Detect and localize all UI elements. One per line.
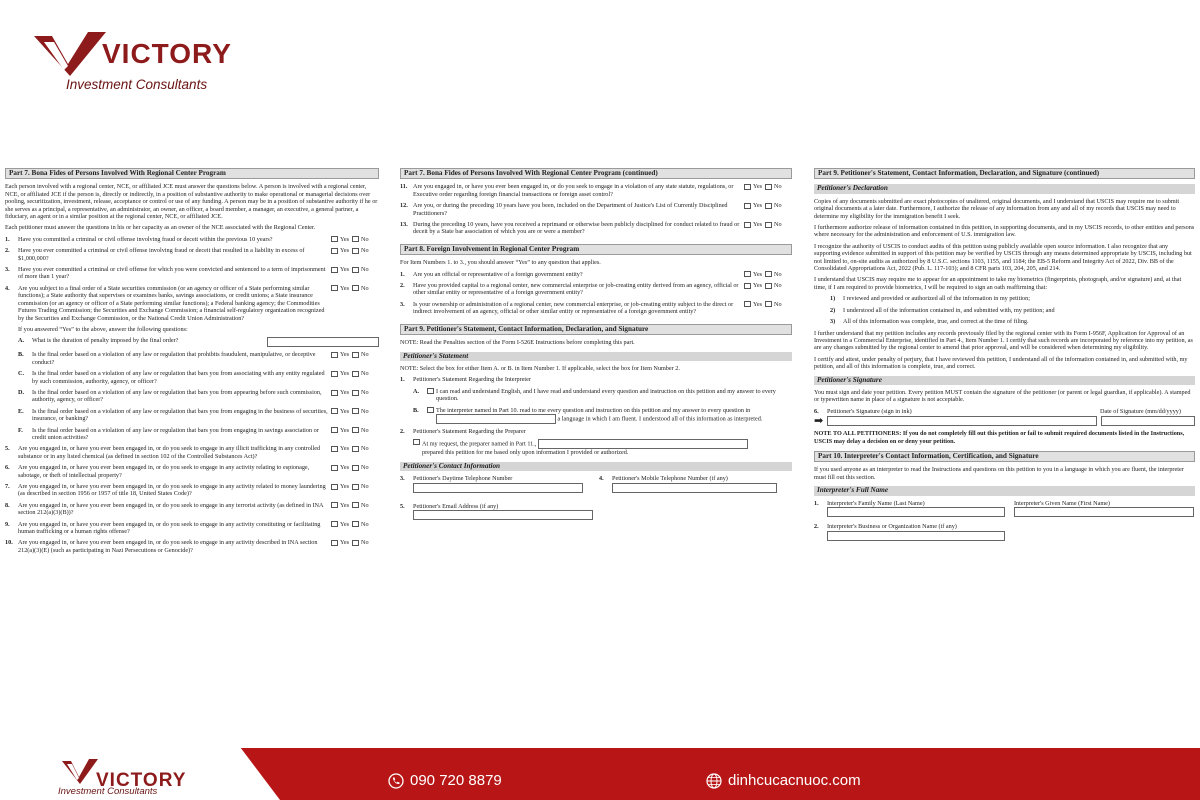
footer-website[interactable]: [706, 772, 861, 789]
preparer-name-input[interactable]: [538, 439, 748, 449]
yes-checkbox[interactable]: [744, 203, 751, 209]
yes-checkbox[interactable]: [331, 465, 338, 471]
part9-note: NOTE: Read the Penalties section of the Form I-526E Instructions before completing this part.: [400, 339, 635, 347]
phone-number: 090 720 8879: [410, 772, 502, 789]
preparer-statement: At my request, the preparer named in Part 11., prepared this petition for me based only upon information I provided or authorized.: [413, 439, 792, 456]
mobile-phone-field: 4. Petitioner's Mobile Telephone Number (if any): [599, 475, 792, 495]
no-checkbox[interactable]: [352, 352, 359, 358]
part8-question-3: 3. Is your ownership or administration of a regional center, new commercial enterprise, or job-creating entity subject to the direct or indirect involvement of an agency, official or other similar entity or representative of a foreign government entity? Yes No: [400, 300, 782, 316]
no-checkbox[interactable]: [765, 271, 772, 277]
part10-header: Part 10. Interpreter's Contact Information, Certification, and Signature: [814, 451, 1195, 462]
interpreter-family-name-input[interactable]: [827, 507, 1005, 517]
no-checkbox[interactable]: [352, 502, 359, 508]
note-to-all-petitioners: NOTE TO ALL PETITIONERS: If you do not completely fill out this petition or fail to submit required documents listed in the Instructions, USCIS may delay a decision on or deny your petition.: [814, 430, 1185, 445]
footer-logo-tagline: Investment Consultants: [58, 786, 158, 797]
part8-question-2: 2. Have you provided capital to a regional center, new commercial enterprise or job-creating entity derived from an agency, official or other similar entity or representative of a foreign government entity? Yes No: [400, 282, 782, 297]
declaration-para-3: I recognize the authority of USCIS to conduct audits of this petition using publicly available open source information. I also recognize that any supporting evidence submitted in support of this petition may be verified by USCIS through any means determined appropriate by USCIS, including but not limited to, on-site audits as authorized by 8 U.S.C. sections 1103, 1155, and 1184; the EB-5 Reform and Integrity Act of 2022, Div. BB of the Consolidated Appropriations Act, 2022 (Pub. L. 117-103); and 8 CFR parts 103, 204, 205, and 214.: [814, 242, 1192, 273]
no-checkbox[interactable]: [352, 521, 359, 527]
part7-header: Part 7. Bona Fides of Persons Involved With Regional Center Program: [5, 168, 379, 179]
yes-checkbox[interactable]: [331, 267, 338, 273]
reaffirm-3: 3) All of this information was complete, true, and correct at the time of filing.: [830, 318, 1029, 326]
declaration-para-2: I furthermore authorize release of information contained in this petition, in supporting documents, and in my USCIS records, to other entities and persons where necessary for the administration and enforcement of U.S. immigration law.: [814, 224, 1195, 239]
question-12: 12. Are you, or during the preceding 10 years have you been, included on the Department of Justice's List of Currently Disciplined Practitioners? Yes No: [400, 202, 782, 217]
yes-checkbox[interactable]: [331, 371, 338, 377]
question-4a: A. What is the duration of penalty imposed by the final order?: [18, 337, 379, 347]
no-checkbox[interactable]: [765, 301, 772, 307]
part7-intro2: Each petitioner must answer the questions in his or her capacity as an owner of the NCE associated with the Regional Center.: [5, 224, 316, 232]
yes-checkbox[interactable]: [331, 540, 338, 546]
statement-note: NOTE: Select the box for either Item A. or B. in Item Number 1. If applicable, select the box for Item Number 2.: [400, 364, 680, 372]
part7-continued-header: Part 7. Bona Fides of Persons Involved With Regional Center Program (continued): [400, 168, 792, 179]
no-checkbox[interactable]: [352, 540, 359, 546]
interpreter-full-name-heading: Interpreter's Full Name: [814, 486, 1195, 495]
question-5: 5. Are you engaged in, or have you ever been engaged in, or do you seek to engage in any illicit trafficking in any controlled substance or in any listed chemical (as defined in section 102 of the Controlled Substances Act)? Yes No: [5, 445, 369, 460]
question-13: 13. During the preceding 10 years, have you received a reprimand or otherwise been publicly disciplined for conduct related to fraud or deceit by a State bar association of which you are or were a member? Yes No: [400, 221, 782, 236]
if-yes-note: If you answered “Yes” to the above, answer the following questions:: [18, 325, 188, 333]
form-column-part7-8-9: [400, 168, 792, 618]
question-10: 10. Are you engaged in, or have you ever been engaged in, or do you seek to engage in any activity described in INA section 212(a)(3)(E) (such as participating in Nazi Persecutions or Genocide)? Yes No: [5, 539, 369, 554]
no-checkbox[interactable]: [352, 390, 359, 396]
yes-checkbox[interactable]: [744, 184, 751, 190]
signature-instructions: You must sign and date your petition. Every petition MUST contain the signature of the petitioner (or parent or legal guardian, if applicable). A stamped or typewritten name in place of a signature is not acceptable.: [814, 388, 1191, 404]
question-4b: B. Is the final order based on a violation of any law or regulation that prohibits fraudulent, manipulative, or deceptive conduct? Yes No: [18, 351, 369, 366]
statement-option-b: B. The interpreter named in Part 10. read to me every question and instruction on this petition and my answer to every question in a language in which I am fluent. I understood all of this information as interpreted.: [413, 406, 763, 423]
question-9: 9. Are you engaged in, or have you ever been engaged in, or do you seek to engage in any activity constituting or facilitating human trafficking or a human rights offense? Yes No: [5, 520, 369, 536]
no-checkbox[interactable]: [352, 267, 359, 273]
statement-option-a: A. I can read and understand English, and I have read and understand every question and instruction on this petition and my answer to every question.: [413, 387, 776, 403]
reaffirm-1: 1) I reviewed and provided or authorized all of the information in my petition;: [830, 295, 1030, 303]
part8-header: Part 8. Foreign Involvement in Regional Center Program: [400, 244, 792, 255]
form-column-part7: [5, 168, 379, 628]
yes-checkbox[interactable]: [744, 271, 751, 277]
part8-question-1: 1. Are you an official or representative of a foreign government entity? Yes No: [400, 270, 782, 278]
mobile-phone-input[interactable]: [612, 483, 777, 493]
question-4: 4. Are you subject to a final order of a State securities commission (or an agency or officer of a State performing similar functions); a State authority that supervises or examines banks, savings associations, or credit unions; a State insurance commission (or an agency or officer of a State performing similar functions); a Federal banking agency; the Commodities Futures Trading Commission; the Securities and Exchange Commission; a financial self-regulatory organization recognized by the Securities and Exchange Commission, or the National Credit Union Administration? Yes No: [5, 284, 369, 322]
question-6: 6. Are you engaged in, or have you ever been engaged in, or do you seek to engage in any activity relating to espionage, sabotage, or theft of intellectual property? Yes No: [5, 464, 369, 479]
signature-date-label: Date of Signature (mm/dd/yyyy): [1100, 407, 1181, 415]
phone-icon: [388, 773, 404, 789]
arrow-right-icon: ➡: [814, 414, 824, 427]
declaration-para-5: I further understand that my petition includes any records previously filed by the regional center with its Form I-956F, Application for Approval of an Investment in a Commercial Enterprise, identified in Part 4., Item Number 1. I certify that such records are incorporated by reference into my petition, as are any changes submitted by the regional center to amend that prior approval, and will be considered when determining my eligibility.: [814, 329, 1193, 352]
yes-checkbox[interactable]: [331, 521, 338, 527]
no-checkbox[interactable]: [352, 446, 359, 452]
victory-logo: [30, 28, 250, 98]
footer-logo-wordmark: VICTORY: [96, 770, 187, 791]
statement-item-2: 2. Petitioner's Statement Regarding the Preparer: [400, 427, 526, 435]
question-7: 7. Are you engaged in, or have you ever been engaged in, or do you seek to engage in any activity related to money laundering (as described in section 1956 or 1957 of title 18, United States Code)? Yes No: [5, 483, 369, 498]
option-b-checkbox[interactable]: [427, 407, 434, 413]
no-checkbox[interactable]: [352, 371, 359, 377]
yes-checkbox[interactable]: [331, 446, 338, 452]
logo-tagline: Investment Consultants: [66, 77, 208, 92]
no-checkbox[interactable]: [352, 248, 359, 254]
petitioner-statement-heading: Petitioner's Statement: [400, 352, 792, 361]
email-input[interactable]: [413, 510, 593, 520]
yes-checkbox[interactable]: [331, 248, 338, 254]
yes-checkbox[interactable]: [331, 236, 338, 242]
part10-intro: If you used anyone as an interpreter to read the Instructions and questions on this petition to you in a language in which you are fluent, the interpreter must fill out this section.: [814, 466, 1184, 481]
question-1: 1. Have you committed a criminal or civil offense involving fraud or deceit within the previous 10 years? Yes No: [5, 235, 369, 243]
logo-wordmark: VICTORY: [102, 38, 232, 69]
question-4d: D. Is the final order based on a violation of any law or regulation that bars you from appearing before such commission, authority, agency, or officer? Yes No: [18, 388, 369, 404]
no-checkbox[interactable]: [765, 222, 772, 228]
yes-checkbox[interactable]: [744, 301, 751, 307]
part9-continued-header: Part 9. Petitioner's Statement, Contact Information, Declaration, and Signature (continued): [814, 168, 1195, 179]
declaration-para-6: I certify and attest, under penalty of perjury, that I have reviewed this petition, I understand all of the information contained in, and submitted with, my petition, and all of this information is complete, true, and correct.: [814, 355, 1188, 371]
no-checkbox[interactable]: [352, 285, 359, 291]
no-checkbox[interactable]: [352, 236, 359, 242]
contact-info-heading: Petitioner's Contact Information: [400, 462, 792, 471]
footer-phone[interactable]: [388, 772, 502, 789]
yes-checkbox[interactable]: [331, 408, 338, 414]
part7-intro: Each person involved with a regional center, NCE, or affiliated JCE must answer the questions below. A person is involved with a regional center, NCE, or affiliated JCE if the person is, directly or indirectly, in a position of substantive authority to make operational or managerial decisions over pooling, securitization, investment, release, acceptance or control or use of any funding. A person may be in a position of substantive authority if he or she serves as a principal, a representative, an administrator, an owner, an officer, a board member, a manager, an executive, a general partner, a fiduciary, an agent or in a similar position at the regional center, NCE, or affiliated JCE.: [5, 183, 378, 221]
yes-checkbox[interactable]: [331, 502, 338, 508]
form-column-part9-10: [814, 168, 1195, 638]
interpreter-business-field: 2. Interpreter's Business or Organization Name (if any): [814, 523, 1195, 543]
penalty-duration-input[interactable]: [267, 337, 379, 347]
website-url: dinhcucacnuoc.com: [728, 772, 861, 789]
statement-item-1: 1. Petitioner's Statement Regarding the Interpreter: [400, 376, 531, 384]
reaffirm-2: 2) I understood all of the information contained in, and submitted with, my petition; and: [830, 306, 1055, 314]
yes-checkbox[interactable]: [331, 352, 338, 358]
email-field: 5. Petitioner's Email Address (if any): [400, 503, 792, 523]
no-checkbox[interactable]: [352, 408, 359, 414]
question-4c: C. Is the final order based on a violation of any law or regulation that bars you from associating with any entity regulated by such commission, authority, agency, or officer? Yes No: [18, 370, 369, 385]
yes-checkbox[interactable]: [331, 484, 338, 490]
interpreter-given-name-field: Interpreter's Given Name (First Name): [1014, 500, 1195, 520]
signature-input[interactable]: [827, 416, 1097, 426]
part8-intro: For Item Numbers 1. to 3., you should answer “Yes” to any question that applies.: [400, 259, 601, 267]
footer-v-mark-icon: [60, 757, 100, 785]
no-checkbox[interactable]: [765, 184, 772, 190]
globe-icon: [706, 773, 722, 789]
no-checkbox[interactable]: [352, 465, 359, 471]
no-checkbox[interactable]: [765, 283, 772, 289]
question-11: 11. Are you engaged in, or have you ever been engaged in, or do you seek to engage in a violation of any state statute, regulations, or Executive order regarding foreign financial transactions or foreign asset control? Yes No: [400, 183, 782, 198]
declaration-para-1: Copies of any documents submitted are exact photocopies of unaltered, original documents, and I understand that USCIS may require me to submit original documents at a later date. Furthermore, I authorize the release of any information from any and all of my records that USCIS may need to determine my eligibility for the immigration benefit I seek.: [814, 197, 1180, 220]
yes-checkbox[interactable]: [744, 222, 751, 228]
yes-checkbox[interactable]: [331, 285, 338, 291]
daytime-phone-field: 3. Petitioner's Daytime Telephone Number: [400, 475, 593, 495]
yes-checkbox[interactable]: [744, 283, 751, 289]
petitioner-signature-heading: Petitioner's Signature: [814, 376, 1195, 385]
preparer-checkbox[interactable]: [413, 439, 420, 445]
interpreter-given-name-input[interactable]: [1014, 507, 1194, 517]
yes-checkbox[interactable]: [331, 390, 338, 396]
question-3: 3. Have you ever committed a criminal or civil offense for which you were convicted and sentenced to a term of imprisonment of more than 1 year? Yes No: [5, 266, 369, 281]
signature-label-row: 6. Petitioner's Signature (sign in ink): [814, 407, 912, 415]
petitioner-declaration-heading: Petitioner's Declaration: [814, 184, 1195, 193]
declaration-para-4: I understand that USCIS may require me to appear for an appointment to take my biometrics (fingerprints, photograph, and/or signature) and, at that time, if I am required to provide biometrics, I will be required to sign an oath reaffirming that:: [814, 276, 1182, 291]
part9-header: Part 9. Petitioner's Statement, Contact Information, Declaration, and Signature: [400, 324, 792, 335]
no-checkbox[interactable]: [352, 427, 359, 433]
language-input[interactable]: [436, 414, 556, 424]
yes-checkbox[interactable]: [331, 427, 338, 433]
no-checkbox[interactable]: [765, 203, 772, 209]
interpreter-business-input[interactable]: [827, 531, 1005, 541]
question-4f: F. Is the final order based on a violation of any law or regulation that bars you from engaging in savings association or credit union activities? Yes No: [18, 426, 369, 441]
interpreter-family-name-field: 1. Interpreter's Family Name (Last Name): [814, 500, 1008, 520]
question-4e: E. Is the final order based on a violation of any law or regulation that bars you from engaging in the business of securities, insurance, or banking? Yes No: [18, 407, 369, 423]
question-8: 8. Are you engaged in, or have you ever been engaged in, or do you seek to engage in any terrorist activity (as defined in INA section 212(a)(3)(B))? Yes No: [5, 501, 369, 517]
daytime-phone-input[interactable]: [413, 483, 583, 493]
signature-date-input[interactable]: [1101, 416, 1195, 426]
victory-v-mark-icon: [30, 28, 110, 78]
question-2: 2. Have you ever committed a criminal or civil offense involving fraud or deceit that resulted in a liability in excess of $1,000,000? Yes No: [5, 247, 369, 262]
no-checkbox[interactable]: [352, 484, 359, 490]
option-a-checkbox[interactable]: [427, 388, 434, 394]
